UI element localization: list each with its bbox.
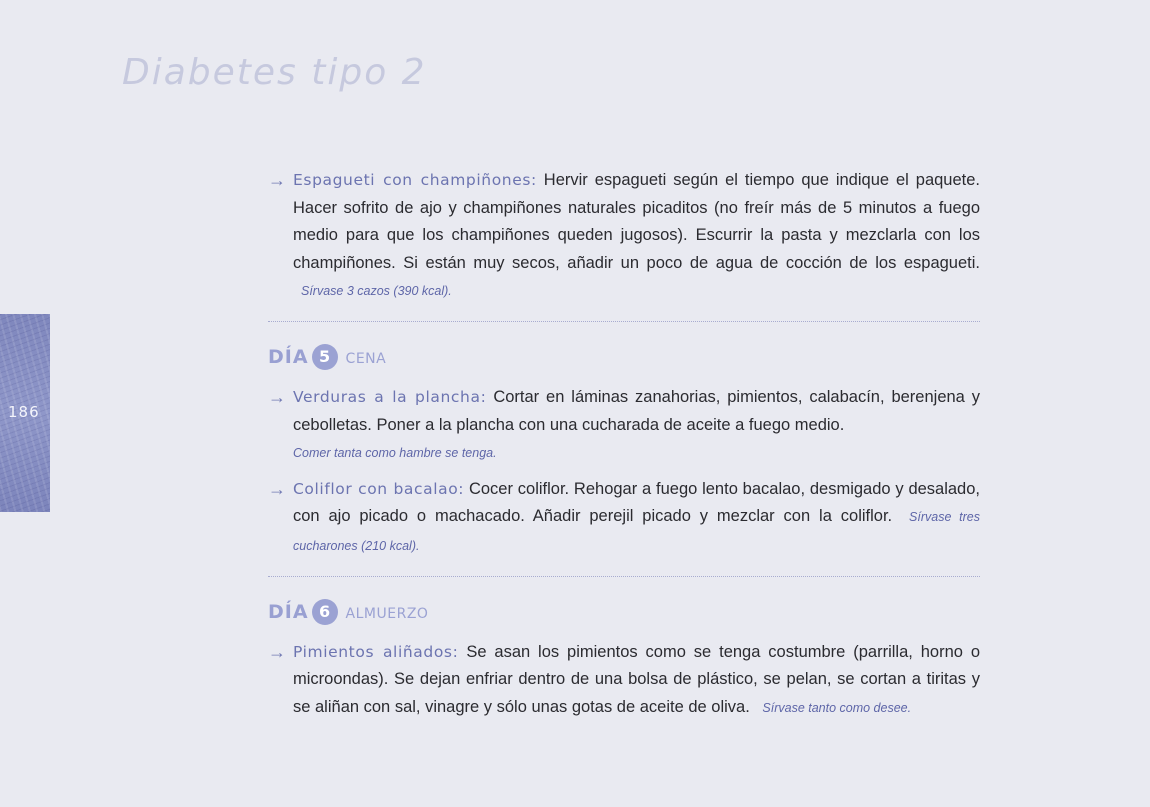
recipe-text: Cortar en láminas zanahorias, pimientos, calabacín, berenjena y cebolletas. Poner a la plancha con una cucharada de aceite a fuego medio. <box>293 387 980 434</box>
meal-label: ALMUERZO <box>345 605 429 622</box>
recipe-text: Hervir espagueti según el tiempo que indique el paquete. Hacer sofrito de ajo y champiñones naturales picaditos (no freír más de 5 minutos a fuego medio para que los champiñones queden jugosos). Escurrir la pasta y mezclarla con los champiñones. Si están muy secos, añadir un poco de agua de cocción de los espagueti. <box>293 171 981 272</box>
recipe-name: Espagueti con champiñones: <box>293 171 537 189</box>
serving-note: Sírvase tanto como desee. <box>762 700 912 715</box>
recipe-name: Verduras a la plancha: <box>293 387 487 406</box>
serving-note: Comer tanta como hambre se tenga. <box>293 446 497 461</box>
day-number-badge: 6 <box>312 599 338 625</box>
day-label: DÍA <box>268 600 309 623</box>
day-heading-5 <box>268 340 980 374</box>
arrow-right-icon: → <box>268 641 286 662</box>
book-title: Diabetes tipo 2 <box>122 52 427 93</box>
meal-label: CENA <box>345 350 387 367</box>
day-heading-6 <box>268 595 980 629</box>
recipe-pimientos <box>268 639 980 723</box>
serving-note: Sírvase 3 cazos (390 kcal). <box>301 284 452 299</box>
page-number: 186 <box>8 403 40 421</box>
recipe-text: Cocer coliflor. Rehogar a fuego lento bacalao, desmigado y desalado, con ajo picado o machacado. Añadir perejil picado y mezclar con la coliflor. <box>293 479 980 526</box>
page-number-tab <box>0 314 50 512</box>
recipe-text: Se asan los pimientos como se tenga costumbre (parrilla, horno o microondas). Se dejan enfriar dentro de una bolsa de plástico, se pelan, se cortan a tiritas y se aliñan con sal, vinagre y sólo unas gotas de aceite de oliva. <box>293 642 980 716</box>
recipe-coliflor <box>268 476 980 561</box>
arrow-right-icon: → <box>268 170 286 190</box>
dotted-divider <box>268 576 980 577</box>
day-label: DÍA <box>268 345 309 368</box>
dotted-divider <box>268 321 980 322</box>
serving-note: Sírvase tres cucharones (210 kcal). <box>293 510 980 553</box>
arrow-right-icon: → <box>268 478 286 499</box>
recipe-name: Pimientos aliñados: <box>293 642 459 661</box>
day-number-badge: 5 <box>312 344 338 370</box>
recipe-content <box>268 167 980 722</box>
recipe-espagueti <box>268 167 980 306</box>
arrow-right-icon: → <box>268 386 286 407</box>
recipe-verduras <box>268 384 980 468</box>
recipe-name: Coliflor con bacalao: <box>293 479 465 498</box>
